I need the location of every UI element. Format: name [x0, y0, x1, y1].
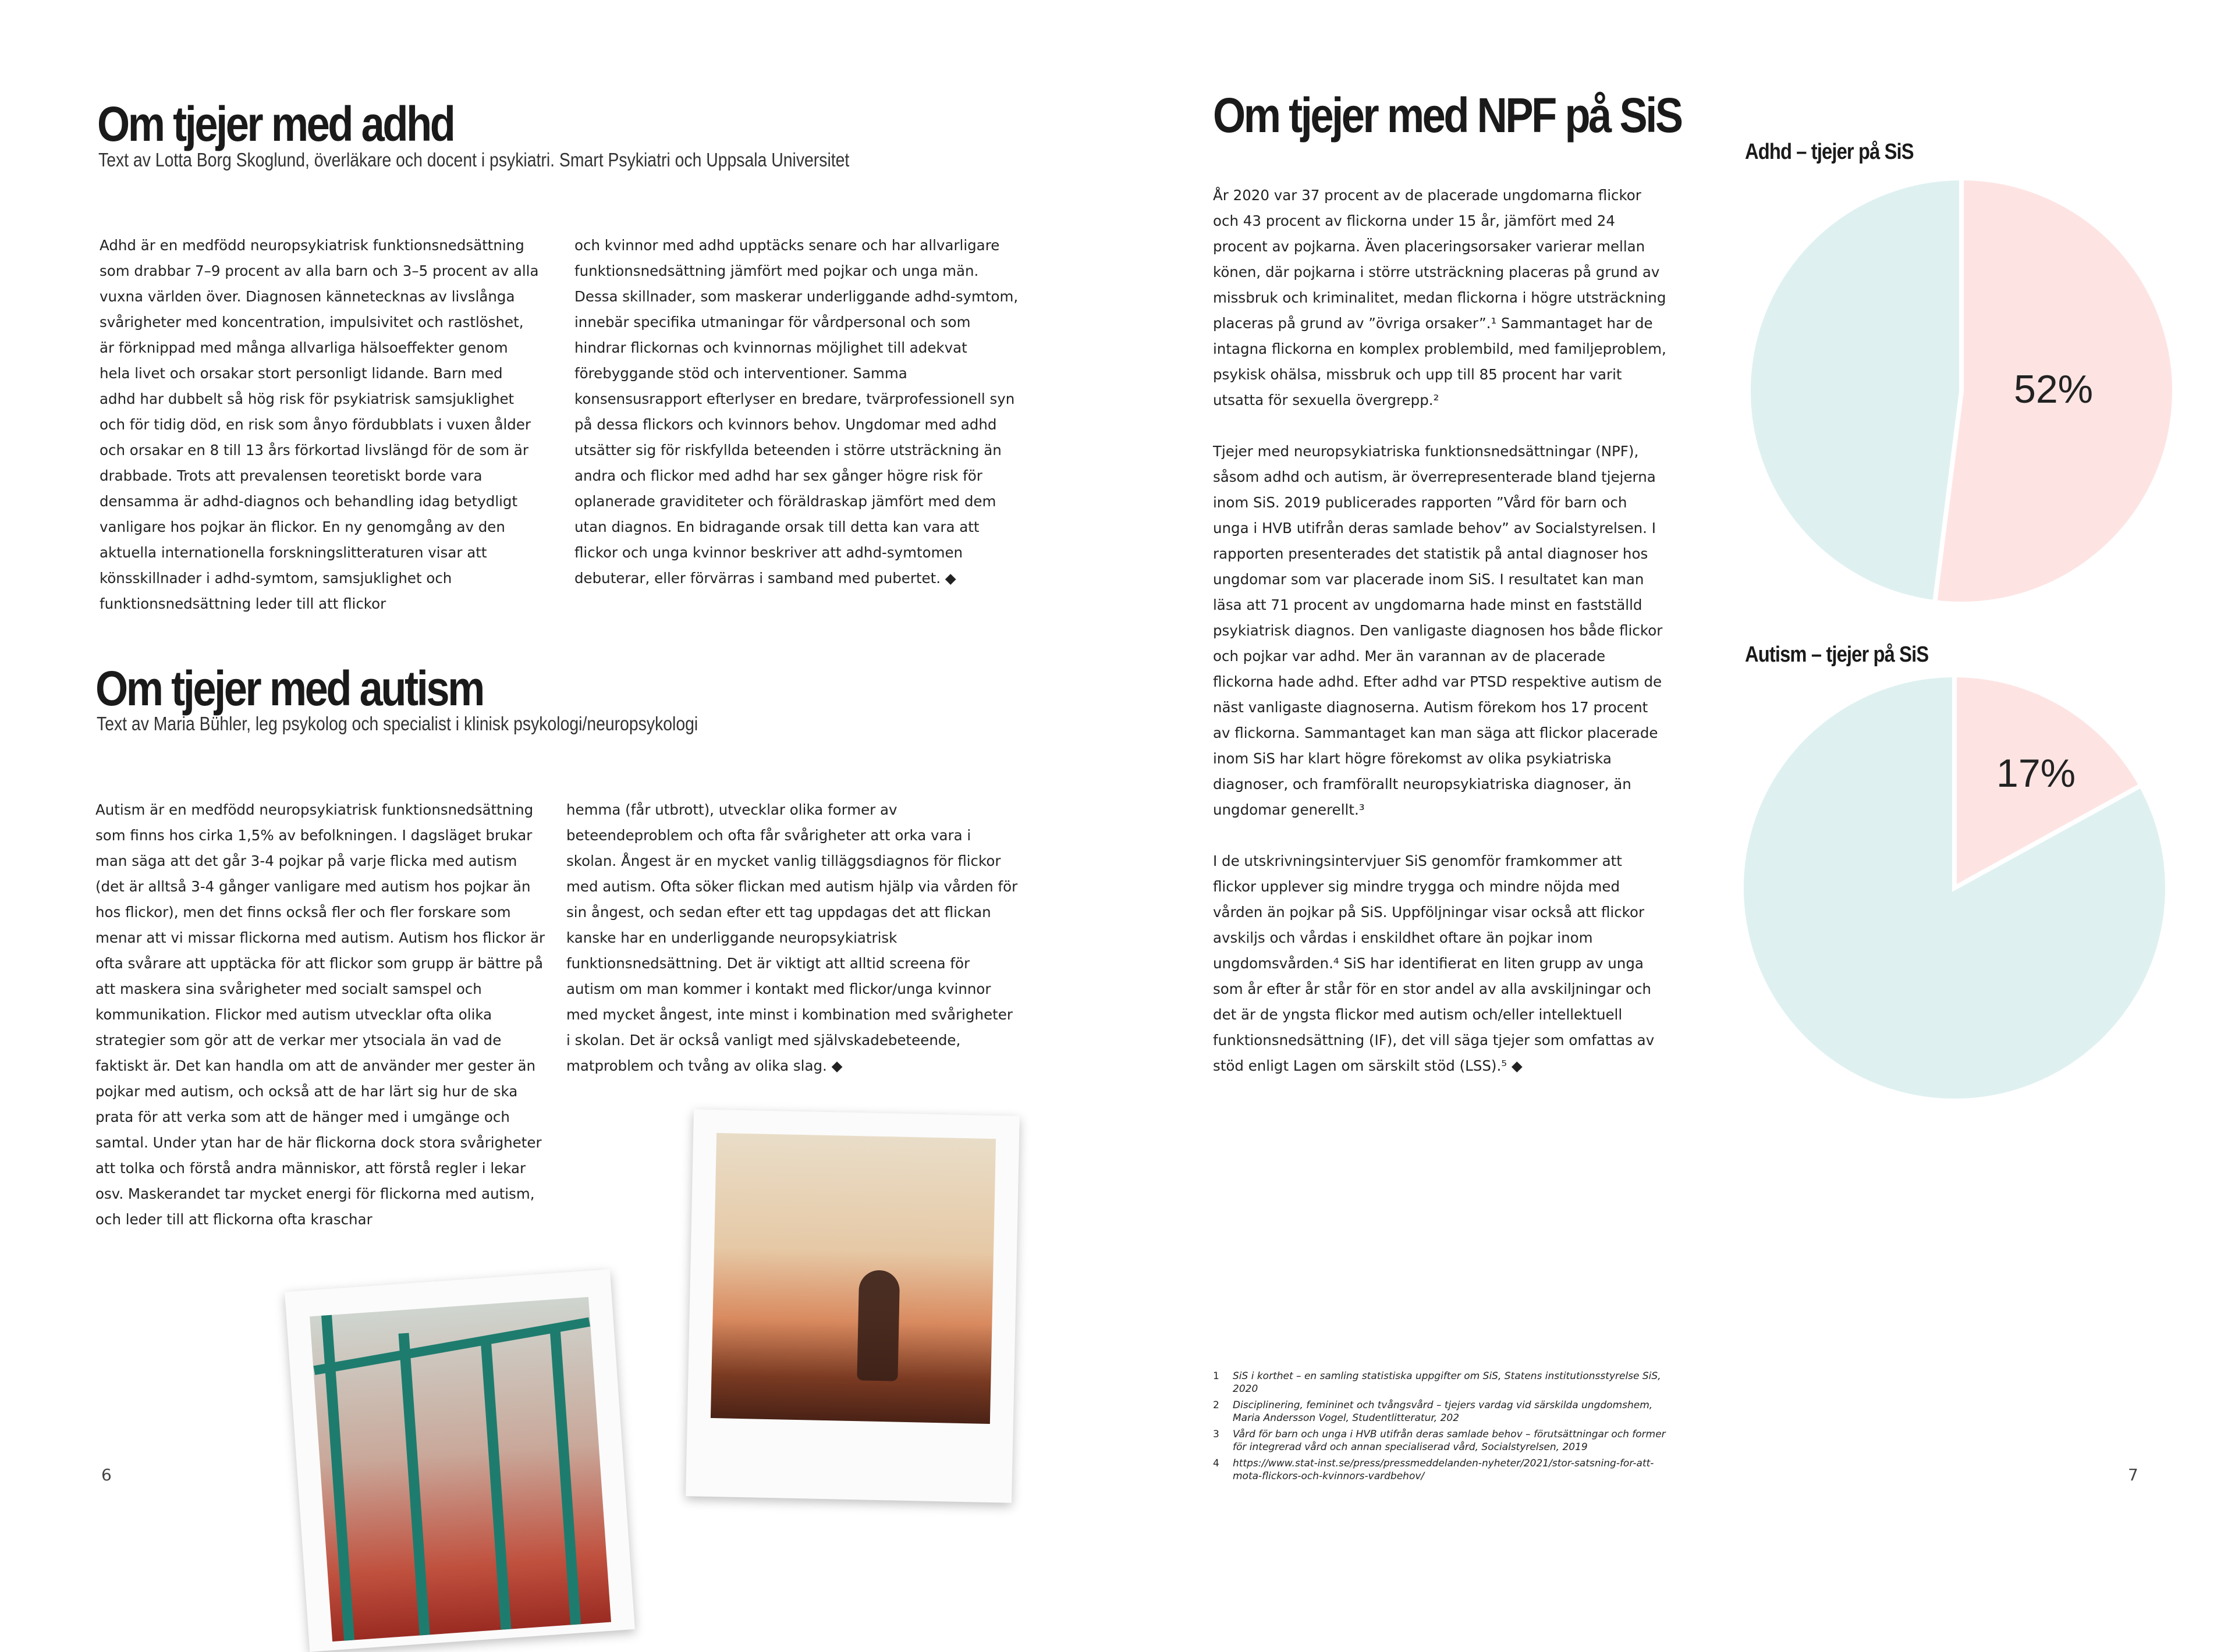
- page-number-right: 7: [2128, 1465, 2138, 1484]
- autism-pie-chart: [1733, 667, 2176, 1109]
- npf-title: Om tjejer med NPF på SiS: [1213, 88, 1681, 143]
- adhd-chart-title: Adhd – tjejer på SiS: [1745, 140, 1914, 164]
- adhd-pie-chart: [1740, 170, 2183, 612]
- autism-chart-title: Autism – tjejer på SiS: [1745, 642, 1929, 667]
- footnote: 1 SiS i korthet – en samling statistiska uppgifter om SiS, Statens institutionsstyrelse SiS, 2020: [1213, 1370, 1661, 1395]
- footnote: 3 Vård för barn och unga i HVB utifrån deras samlade behov – förutsättningar och former för integrerad vård och annan specialiserad vård, Socialstyrelsen, 2019: [1213, 1429, 1666, 1453]
- adhd-column-2: och kvinnor med adhd upptäcks senare och har allvarligare funktionsnedsättning jämfört med pojkar och unga män. Dessa skillnader, som maskerar underliggande adhd-symtom, innebär specifika utmaningar för vårdpersonal och som hindrar flickornas och kvinnornas möjlighet till adekvat förebyggande stöd och interventioner. Samma konsensusrapport efterlyser en bredare, tvärprofessionell syn på dessa flickors och kvinnors behov. Ungdomar med adhd utsätter sig för riskfyllda beteenden i större utsträckning än andra och flickor med adhd har sex gånger högre risk för oplanerade graviditeter och föräldraskap jämfört med dem utan diagnos. En bidragande orsak till detta kan vara att flickor och unga kvinnor beskriver att adhd-symtomen debuterar, eller förvärras i samband med pubertet. ◆: [574, 237, 1019, 587]
- girl-silhouette: [857, 1270, 900, 1381]
- npf-paragraph-2: Tjejer med neuropsykiatriska funktionsnedsättningar (NPF), såsom adhd och autism, är överrepresenterade bland tjejerna inom SiS. 2019 publicerades rapporten ”Vård för barn och unga i HVB utifrån deras samlade behov” av Socialstyrelsen. I rapporten presenterades det statistik på antal diagnoser hos ungdomar som var placerade inom SiS. I resultatet kan man läsa att 71 procent av ungdomarna hade minst en fastställd psykiatrisk diagnos. Den vanligaste diagnosen hos både flickor och pojkar var adhd. Mer än varannan av de placerade flickorna hade adhd. Efter adhd var PTSD respektive autism de näst vanligaste diagnoserna. Autism förekom hos 17 procent av flickorna. Sammantaget kan man säga att flickor placerade inom SiS har klart högre förekomst av olika psykiatriska diagnoser, och framförallt neuropsykiatriska diagnoser, än ungdomar generellt.³: [1213, 443, 1663, 818]
- sunset-image: [711, 1133, 996, 1424]
- footnote-link[interactable]: 4 https://www.stat-inst.se/press/pressmeddelanden-nyheter/2021/stor-satsning-for-att-mota-flickors-och-kvinnors-vardbehov/: [1213, 1458, 1654, 1482]
- autism-title: Om tjejer med autism: [95, 661, 483, 716]
- adhd-column-1: Adhd är en medfödd neuropsykiatrisk funktionsnedsättning som drabbar 7–9 procent av alla barn och 3–5 procent av alla vuxna världen över. Diagnosen kännetecknas av livslånga svårigheter med koncentration, impulsivitet och rastlöshet, är förknippad med många allvarliga hälsoeffekter genom hela livet och orsakar stort personligt lidande. Barn med adhd har dubbelt så hög risk för psykiatrisk samsjuklighet och för tidig död, en risk som ånyo fördubblats i vuxen ålder och orsakar en 8 till 13 års förkortad livslängd för de som är drabbade. Trots att prevalensen teoretiskt borde vara densamma är adhd-diagnos och behandling idag betydligt vanligare hos pojkar än flickor. En ny genomgång av den aktuella internationella forskningslitteraturen visar att könsskillnader i adhd-symtom, samsjuklighet och funktionsnedsättning leder till att flickor: [100, 237, 539, 612]
- npf-body: [1213, 183, 1667, 1104]
- autism-byline: Text av Maria Bühler, leg psykolog och specialist i klinisk psykologi/neuropsykologi: [97, 713, 698, 734]
- autism-pie-label: 17%: [1996, 751, 2076, 795]
- footnotes: [1213, 1370, 1667, 1486]
- npf-paragraph-1: År 2020 var 37 procent av de placerade ungdomarna flickor och 43 procent av flickorna under 15 år, jämfört med 24 procent av pojkarna. Även placeringsorsaker varierar mellan könen, där pojkarna i större utsträckning placeras på grund av missbruk och kriminalitet, medan flickorna i högre utsträckning placeras på grund av ”övriga orsaker”.¹ Sammantaget har de intagna flickorna en komplex problembild, med familjeproblem, psykisk ohälsa, missbruk och upp till 85 procent har varit utsatta för sexuella övergrepp.²: [1213, 187, 1666, 408]
- railing-image: [310, 1297, 611, 1642]
- autism-column-2: hemma (får utbrott), utvecklar olika former av beteendeproblem och ofta får svårigheter att orka vara i skolan. Ångest är en mycket vanlig tilläggsdiagnos för flickor med autism. Ofta söker flickan med autism hjälp via vården för sin ångest, och sedan efter ett tag uppdagas det att flickan kanske har en underliggande neuropsykiatrisk funktionsnedsättning. Det är viktigt att alltid screena för autism om man kommer i kontakt med flickor/unga kvinnor med mycket ångest, inte minst i kombination med svårigheter i skolan. Det är också vanligt med självskadebeteende, matproblem och tvång av olika slag. ◆: [566, 801, 1018, 1074]
- polaroid-photo-girl-sunset: [686, 1109, 1020, 1503]
- autism-column-1: Autism är en medfödd neuropsykiatrisk funktionsnedsättning som finns hos cirka 1,5% av befolkningen. I dagsläget brukar man säga att det går 3-4 pojkar på varje flicka med autism (det är alltså 3-4 gånger vanligare med autism hos pojkar än hos flickor), men det finns också fler och fler forskare som menar att vi missar flickorna med autism. Autism hos flickor är ofta svårare att upptäcka för att flickor som grupp är bättre på att maskera sina svårigheter med socialt samspel och kommunikation. Flickor med autism utvecklar ofta olika strategier som gör att de verkar mer ytsociala än vad de faktiskt är. Det kan handla om att de använder mer gester än pojkar med autism, och också att de har lärt sig hur de ska prata för att verka som att de hänger med i umgänge och samtal. Under ytan har de här flickorna dock stora svårigheter att tolka och förstå andra människor, att förstå regler i lekar osv. Maskerandet tar mycket energi för flickorna med autism, och leder till att flickorna ofta kraschar: [95, 801, 545, 1228]
- adhd-pie-label: 52%: [2014, 367, 2094, 411]
- adhd-byline: Text av Lotta Borg Skoglund, överläkare och docent i psykiatri. Smart Psykiatri och Uppsala Universitet: [98, 149, 850, 170]
- polaroid-photo-railing: [285, 1269, 635, 1652]
- adhd-title: Om tjejer med adhd: [97, 97, 454, 151]
- page-number-left: 6: [101, 1465, 112, 1484]
- pie-slice-rest: [1748, 178, 1961, 602]
- footnote: 2 Disciplinering, femininet och tvångsvård – tjejers vardag vid särskilda ungdomshem, Maria Andersson Vogel, Studentlitteratur, 202: [1213, 1399, 1653, 1424]
- npf-paragraph-3: I de utskrivningsintervjuer SiS genomför framkommer att flickor upplever sig mindre trygga och mindre nöjda med vården än pojkar på SiS. Uppföljningar visar också att flickor avskiljs och vårdas i enskildhet oftare än pojkar inom ungdomsvården.⁴ SiS har identifierat en liten grupp av unga som år efter år står för en stor andel av alla avskiljningar och det är de yngsta flickor med autism och/eller intellektuell funktionsnedsättning (IF), det vill säga tjejer som omfattas av stöd enligt Lagen om särskilt stöd (LSS).⁵ ◆: [1213, 852, 1655, 1074]
